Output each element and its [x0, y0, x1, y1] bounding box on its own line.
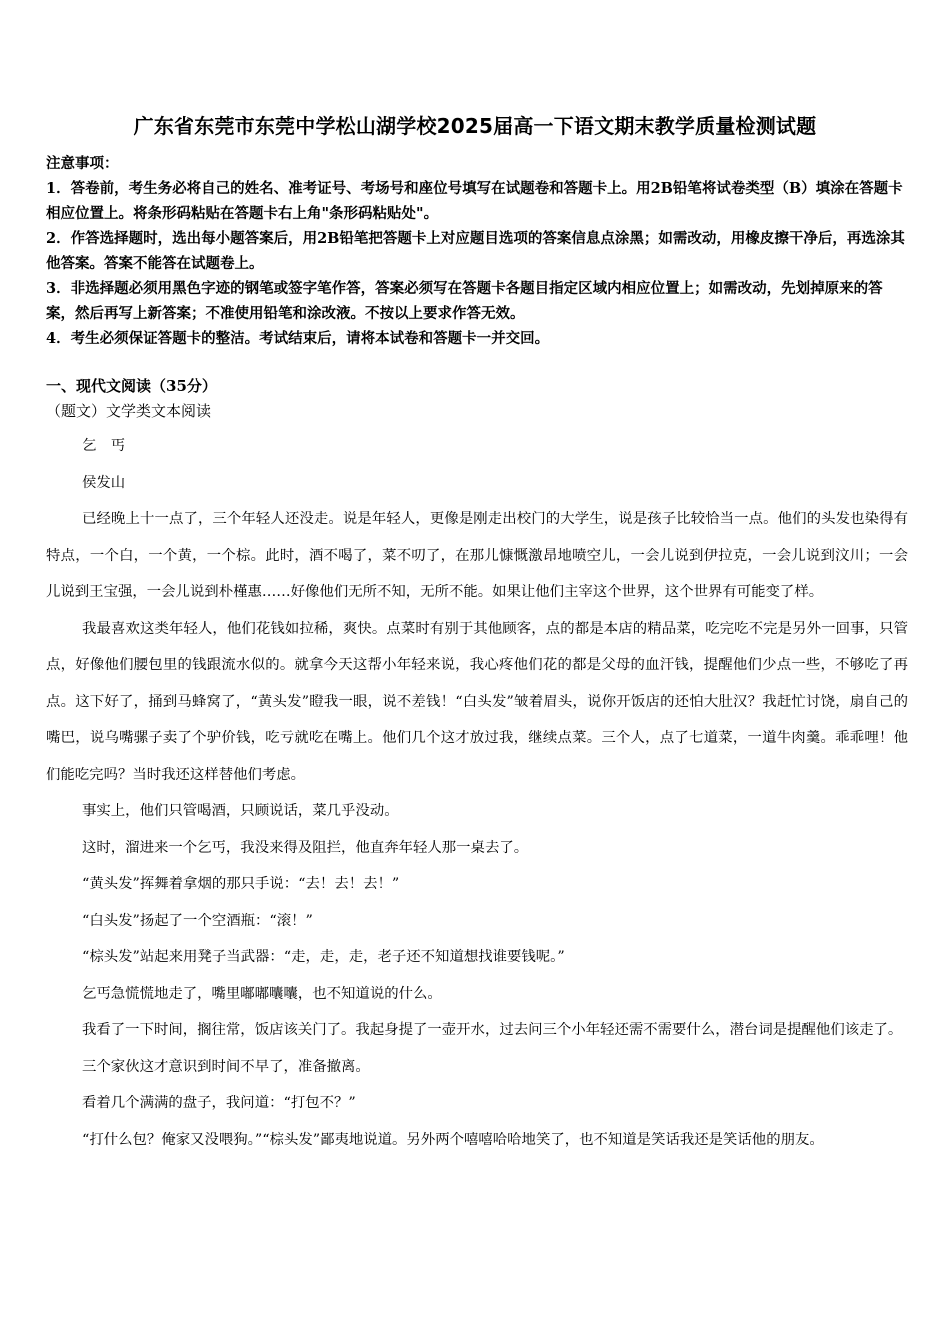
- story-body: [46, 428, 908, 1158]
- story-title: 乞 丐: [82, 438, 126, 454]
- story-paragraph: “打什么包？俺家又没喂狗。”“棕头发”鄙夷地说道。另外两个嘻嘻哈哈地笑了，也不知道是笑话我还是笑话他的朋友。: [82, 1131, 824, 1148]
- notice-heading: 注意事项：: [46, 155, 119, 172]
- story-paragraph: 乞丐急慌慌地走了，嘴里嘟嘟囔囔，也不知道说的什么。: [82, 985, 442, 1002]
- story-paragraph: 这时，溜进来一个乞丐，我没来得及阻拦，他直奔年轻人那一桌去了。: [82, 839, 529, 856]
- notice-item-3: 3．非选择题必须用黑色字迹的钢笔或签字笔作答，答案必须写在答题卡各题目指定区域内相应位置上；如需改动，先划掉原来的答案，然后再写上新答案；不准使用铅笔和涂改液。不按以上要求作答无效。: [46, 280, 883, 322]
- story-paragraph: 三个家伙这才意识到时间不早了，准备撤离。: [82, 1058, 370, 1075]
- story-paragraph: 看着几个满满的盘子，我问道：“打包不？”: [82, 1095, 356, 1111]
- story-paragraph: 事实上，他们只管喝酒，只顾说话，菜几乎没动。: [82, 803, 399, 819]
- story-paragraph: 我看了一下时间，搁往常，饭店该关门了。我起身提了一壶开水，过去问三个小年轻还需不需要什么，潜台词是提醒他们该走了。: [82, 1022, 903, 1038]
- story-paragraph: “白头发”扬起了一个空酒瓶：“滚！”: [82, 912, 313, 929]
- notice-item-1: 1．答卷前，考生务必将自己的姓名、准考证号、考场号和座位号填写在试题卷和答题卡上。用2B铅笔将试卷类型（B）填涂在答题卡相应位置上。将条形码粘贴在答题卡右上角"条形码粘贴处"。: [46, 180, 903, 222]
- section-subheading: （题文）文学类文本阅读: [46, 402, 212, 420]
- notice-block: [46, 151, 908, 351]
- notice-item-4: 4．考生必须保证答题卡的整洁。考试结束后，请将本试卷和答题卡一并交回。: [46, 330, 550, 347]
- story-paragraph: 我最喜欢这类年轻人，他们花钱如拉稀，爽快。点菜时有别于其他顾客，点的都是本店的精品菜，吃完吃不完是另外一回事，只管点，好像他们腰包里的钱跟流水似的。就拿今天这帮小年轻来说，我心疼他们花的都是父母的血汗钱，提醒他们少点一些，不够吃了再点。这下好了，捅到马蜂窝了，“黄头发”瞪我一眼，说不差钱！“白头发”皱着眉头，说你开饭店的还怕大肚汉？我赶忙讨饶，扇自己的嘴巴，说乌嘴骡子卖了个驴价钱，吃亏就吃在嘴上。他们几个这才放过我，继续点菜。三个人，点了七道菜，一道牛肉羹。乖乖哩！他们能吃完吗？当时我还这样替他们考虑。: [46, 620, 908, 783]
- story-author: 侯发山: [82, 474, 126, 491]
- story-paragraph: “黄头发”挥舞着拿烟的那只手说：“去！去！去！”: [82, 876, 400, 892]
- page-title: 广东省东莞市东莞中学松山湖学校2025届高一下语文期末教学质量检测试题: [133, 114, 817, 138]
- story-paragraph: 已经晚上十一点了，三个年轻人还没走。说是年轻人，更像是刚走出校门的大学生，说是孩子比较恰当一点。他们的头发也染得有特点，一个白，一个黄，一个棕。此时，酒不喝了，菜不叨了，在那儿慷慨激昂地喷空儿，一会儿说到伊拉克，一会儿说到汶川；一会儿说到王宝强，一会儿说到朴槿惠……好像他们无所不知，无所不能。如果让他们主宰这个世界，这个世界有可能变了样。: [46, 511, 908, 600]
- section-heading: 一、现代文阅读（35分）: [46, 377, 217, 395]
- section-header: [46, 374, 908, 424]
- story-paragraph: “棕头发”站起来用凳子当武器：“走，走，走，老子还不知道想找谁要钱呢。”: [82, 949, 565, 965]
- notice-item-2: 2．作答选择题时，选出每小题答案后，用2B铅笔把答题卡上对应题目选项的答案信息点涂黑；如需改动，用橡皮擦干净后，再选涂其他答案。答案不能答在试题卷上。: [46, 230, 905, 272]
